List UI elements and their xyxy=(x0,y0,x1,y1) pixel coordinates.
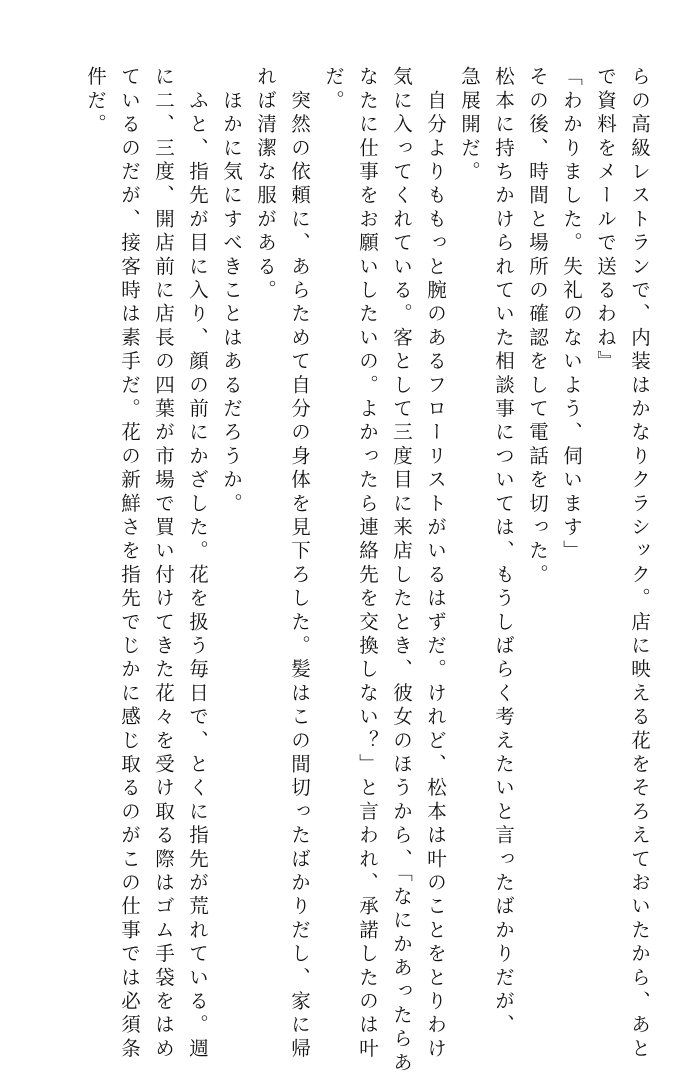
text-line: なたに仕事をお願いしたいの。よかったら連絡先を交換しない？」と言われ、承諾したのは叶 xyxy=(356,66,379,1062)
text-line: 急展開だ。 xyxy=(458,66,481,185)
text-line: ふと、指先が目に入り、顔の前にかざした。花を扱う毎日で、とくに指先が荒れている。週 xyxy=(186,66,209,1062)
text-line: 突然の依頼に、あらためて自分の身体を見下ろした。髪はこの間切ったばかりだし、家に帰 xyxy=(288,66,311,1062)
text-line: 件だ。 xyxy=(84,66,107,138)
text-line: だ。 xyxy=(322,66,345,114)
text-line: 「わかりました。失礼のないよう、伺います」 xyxy=(560,66,583,564)
text-line: 気に入ってくれている。客として三度目に来店したとき、彼女のほうから、「なにかあったらあ xyxy=(390,66,413,1075)
text-line: ているのだが、接客時は素手だ。花の新鮮さを指先でじかに感じ取るのがこの仕事では必須条 xyxy=(118,66,141,1062)
text-line: で資料をメールで送るわね』 xyxy=(594,66,617,375)
text-line: れば清潔な服がある。 xyxy=(254,66,277,303)
vertical-text-body xyxy=(78,66,656,1075)
text-line: 自分よりももっと腕のあるフローリストがいるはずだ。けれど、松本は叶のことをとりわけ xyxy=(424,66,447,1062)
text-line: に二、三度、開店前に店長の四葉が市場で買い付けてきた花々を受け取る際はゴム手袋をはめ xyxy=(152,66,175,1062)
text-line: 松本に持ちかけられていた相談事については、もうしばらく考えたいと言ったばかりだが、 xyxy=(492,66,515,1038)
text-line: その後、時間と場所の確認をして電話を切った。 xyxy=(526,66,549,588)
text-line: らの高級レストランで、内装はかなりクラシック。店に映える花をそろえておいたから、あと xyxy=(628,66,651,1062)
text-line: ほかに気にすべきことはあるだろうか。 xyxy=(220,66,243,517)
